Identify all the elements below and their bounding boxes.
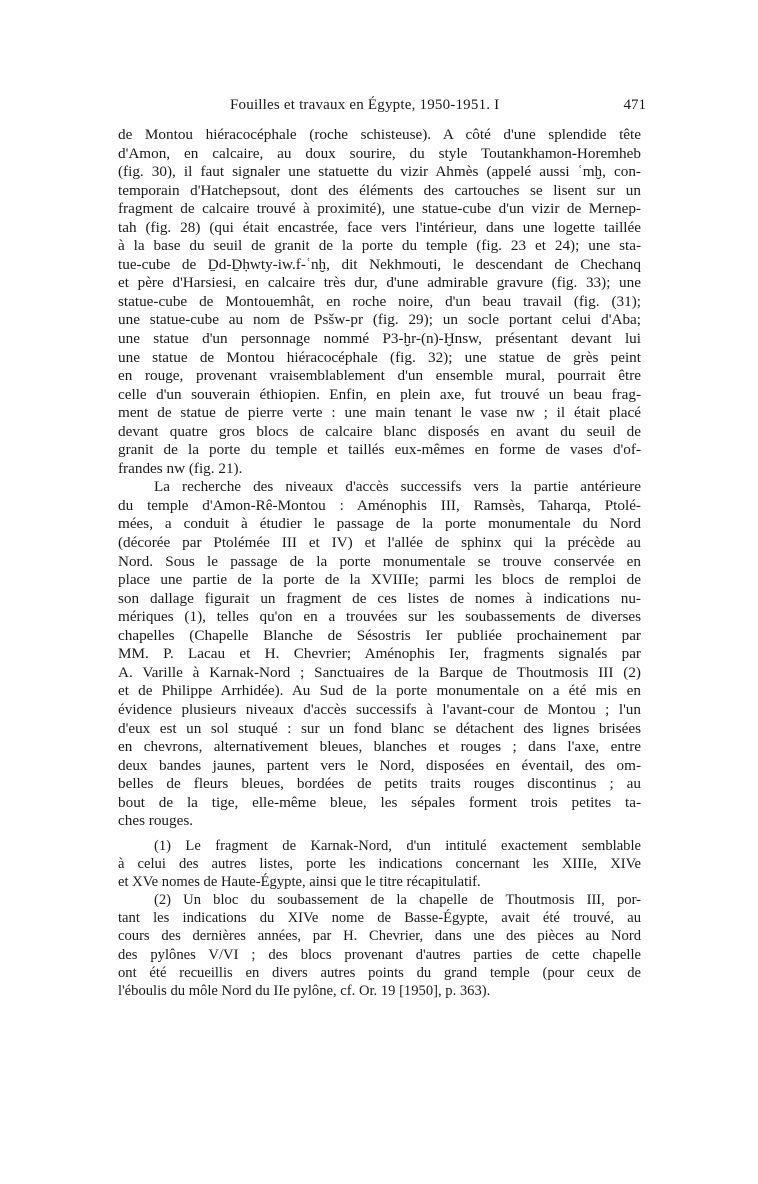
- text-line: d'Amon, en calcaire, au doux sourire, du style Toutankhamon-Horemheb: [118, 144, 641, 162]
- paragraph-1: [118, 126, 641, 478]
- page-number: 471: [623, 97, 646, 113]
- text-line: d'eux est un sol stuqué : sur un fond blanc se détachent des lignes brisées: [118, 719, 641, 737]
- text-line: devant quatre gros blocs de calcaire blanc disposés en avant du seuil de: [118, 422, 641, 440]
- text-line: deux bandes jaunes, partent vers le Nord, disposées en éventail, des om-: [118, 756, 641, 774]
- text-line: de Montou hiéracocéphale (roche schisteuse). A côté d'une splendide tête: [118, 126, 641, 143]
- footnote-line: cours des dernières années, par H. Chevrier, dans une des pièces au Nord: [118, 928, 641, 945]
- footnote-line: l'éboulis du môle Nord du IIe pylône, cf. Or. 19 [1950], p. 363).: [118, 982, 491, 999]
- text-line: son dallage figurait un fragment de ces listes de nomes à indications nu-: [118, 589, 641, 607]
- text-line: A. Varille à Karnak-Nord ; Sanctuaires de la Barque de Thoutmosis III (2): [118, 663, 641, 681]
- footnote-line: tant les indications du XIVe nome de Basse-Égypte, avait été trouvé, au: [118, 910, 641, 927]
- text-line: du temple d'Amon-Rê-Montou : Aménophis III, Ramsès, Taharqa, Ptolé-: [118, 496, 641, 514]
- footnote-1: [118, 837, 641, 891]
- text-line: La recherche des niveaux d'accès successifs vers la partie antérieure: [154, 478, 641, 496]
- footnote-line: ont été recueillis en divers autres points du grand temple (pour ceux de: [118, 964, 641, 981]
- text-line: en rouge, provenant vraisemblablement d'un ensemble mural, pourrait être: [118, 367, 641, 385]
- footnotes: [118, 837, 641, 1000]
- text-line: une statue-cube au nom de Psšw-pr (fig. 29); un socle portant celui d'Aba;: [118, 311, 641, 329]
- text-line: chapelles (Chapelle Blanche de Sésostris Ier publiée prochainement par: [118, 626, 641, 644]
- text-line: et père d'Harsiesi, en calcaire très dur, d'une admirable gravure (fig. 33); une: [118, 274, 641, 292]
- text-line: MM. P. Lacau et H. Chevrier; Aménophis Ier, fragments signalés par: [118, 645, 641, 663]
- footnote-line: à celui des autres listes, porte les indications concernant les XIIIe, XIVe: [118, 856, 641, 873]
- text-line: Nord. Sous le passage de la porte monumentale se trouve conservée en: [118, 552, 641, 570]
- footnote-line: (2) Un bloc du soubassement de la chapelle de Thoutmosis III, por-: [154, 892, 641, 909]
- text-line: en chevrons, alternativement bleues, blanches et rouges ; dans l'axe, entre: [118, 738, 641, 756]
- text-line: à la base du seuil de granit de la porte du temple (fig. 23 et 24); une sta-: [118, 237, 641, 255]
- text-line: statue-cube de Montouemhât, en roche noire, d'un beau travail (fig. (31);: [118, 292, 641, 310]
- main-text: [118, 126, 641, 831]
- text-line: une statue d'un personnage nommé P3-ḫr-(n)-Ḫnsw, présentant devant lui: [118, 330, 641, 348]
- text-line: tue-cube de Ḏd-Ḏḥwty-iw.f-ʿnḫ, dit Nekhmouti, le descendant de Chechanq: [118, 255, 641, 273]
- running-title: Fouilles et travaux en Égypte, 1950-1951. I: [230, 97, 500, 113]
- text-line: temporain d'Hatchepsout, dont des éléments des cartouches se lisent sur un: [118, 181, 641, 199]
- text-line: frandes nw (fig. 21).: [118, 459, 243, 477]
- paragraph-2: [118, 478, 641, 830]
- footnote-2: [118, 891, 641, 1000]
- text-line: (décorée par Ptolémée III et IV) et l'allée de sphinx qui la précède au: [118, 534, 641, 552]
- footnote-line: (1) Le fragment de Karnak-Nord, d'un intitulé exactement semblable: [154, 838, 641, 854]
- text-line: bout de la tige, elle-même bleue, les sépales forment trois petites ta-: [118, 793, 641, 811]
- text-line: granit de la porte du temple et taillés eux-mêmes en forme de vases d'of-: [118, 441, 641, 459]
- text-line: mériques (1), telles qu'on en a trouvées sur les soubassements de diverses: [118, 608, 641, 626]
- text-line: et de Philippe Arrhidée). Au Sud de la porte monumentale on a été mis en: [118, 682, 641, 700]
- text-line: évidence plusieurs niveaux d'accès successifs à l'avant-cour de Montou ; l'un: [118, 700, 641, 718]
- text-line: tah (fig. 28) (qui était encastrée, face vers l'intérieur, dans une logette taillée: [118, 218, 641, 236]
- text-line: ment de statue de pierre verte : une main tenant le vase nw ; il était placé: [118, 404, 641, 422]
- footnote-line: et XVe nomes de Haute-Égypte, ainsi que le titre récapitulatif.: [118, 874, 481, 891]
- text-line: ches rouges.: [118, 812, 194, 830]
- running-header: [118, 97, 646, 119]
- text-line: une statue de Montou hiéracocéphale (fig. 32); une statue de grès peint: [118, 348, 641, 366]
- text-line: mées, a conduit à étudier le passage de la porte monumentale du Nord: [118, 515, 641, 533]
- text-line: celle d'un souverain éthiopien. Enfin, en plein axe, fut trouvé un beau frag-: [118, 385, 641, 403]
- text-line: place une partie de la porte de la XVIIIe; parmi les blocs de remploi de: [118, 571, 641, 589]
- text-line: belles de fleurs bleues, bordées de petits traits rouges discontinus ; au: [118, 775, 641, 793]
- footnote-line: des pylônes V/VI ; des blocs provenant d'autres parties de cette chapelle: [118, 946, 641, 963]
- text-line: (fig. 30), il faut signaler une statuette du vizir Ahmès (appelé aussi ʿmḫ, con-: [118, 163, 641, 181]
- text-line: fragment de calcaire trouvé à proximité), une statue-cube d'un vizir de Mernep-: [118, 200, 641, 218]
